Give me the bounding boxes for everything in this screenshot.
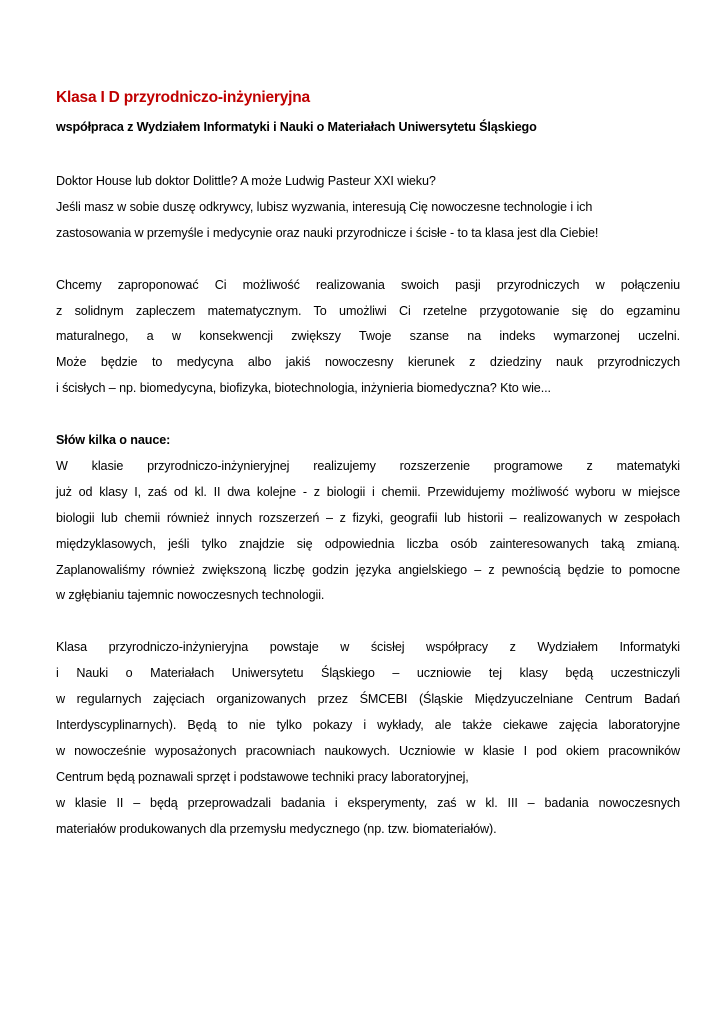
cooperation-paragraph [56, 635, 680, 842]
intro-line: Jeśli masz w sobie duszę odkrywcy, lubisz wyzwania, interesują Cię nowoczesne technologie i ich [56, 199, 593, 214]
cooperation-line: materiałów produkowanych dla przemysłu medycznego (np. tzw. biomateriałów). [56, 821, 497, 836]
proposal-line: Chcemy zaproponować Ci możliwość realizowania swoich pasji przyrodniczych w połączeniu [56, 277, 680, 292]
proposal-line: i ścisłych – np. biomedycyna, biofizyka, biotechnologia, inżynieria biomedyczna? Kto wie... [56, 381, 551, 396]
cooperation-line: w klasie II – będą przeprowadzali badania i eksperymenty, zaś w kl. III – badania nowoczesnych [56, 795, 680, 810]
document-subtitle: współpraca z Wydziałem Informatyki i Nauki o Materiałach Uniwersytetu Śląskiego [56, 120, 537, 134]
intro-line: Doktor House lub doktor Dolittle? A może Ludwig Pasteur XXI wieku? [56, 174, 436, 188]
science-line: W klasie przyrodniczo-inżynieryjnej realizujemy rozszerzenie programowe z matematyki [56, 458, 680, 473]
proposal-line: maturalnego, a w konsekwencji zwiększy Twoje szanse na indeks wymarzonej uczelni. [56, 329, 680, 344]
intro-line: zastosowania w przemyśle i medycynie oraz nauki przyrodnicze i ścisłe - to ta klasa jest dla Ciebie! [56, 225, 599, 240]
cooperation-line: w nowocześnie wyposażonych pracowniach naukowych. Uczniowie w klasie I pod okiem pracowników [56, 743, 680, 758]
science-line: międzyklasowych, jeśli tylko znajdzie się odpowiednia liczba osób zainteresowanych taką zmianą. [56, 536, 680, 551]
cooperation-line: w regularnych zajęciach organizowanych przez ŚMCEBI (Śląskie Międzyuczelniane Centrum Badań [56, 692, 680, 707]
science-line: biologii lub chemii również innych rozszerzeń – z fizyki, geografii lub historii – realizowanych w zespołach [56, 510, 680, 525]
proposal-line: z solidnym zapleczem matematycznym. To umożliwi Ci rzetelne przygotowanie się do egzaminu [56, 303, 680, 318]
cooperation-line: Klasa przyrodniczo-inżynieryjna powstaje w ścisłej współpracy z Wydziałem Informatyki [56, 640, 680, 655]
document-page [56, 88, 680, 843]
science-section [56, 428, 680, 609]
proposal-paragraph [56, 273, 680, 403]
science-line: już od klasy I, zaś od kl. II dwa kolejne - z biologii i chemii. Przewidujemy możliwość wyboru w miejsce [56, 484, 680, 499]
document-title: Klasa I D przyrodniczo-inżynieryjna [56, 89, 310, 106]
science-line: w zgłębianiu tajemnic nowoczesnych technologii. [56, 588, 325, 603]
proposal-line: Może będzie to medycyna albo jakiś nowoczesny kierunek z dziedziny nauk przyrodniczych [56, 355, 680, 370]
science-heading: Słów kilka o nauce: [56, 433, 171, 448]
cooperation-line: Centrum będą poznawali sprzęt i podstawowe techniki pracy laboratoryjnej, [56, 769, 469, 784]
cooperation-line: Interdyscyplinarnych). Będą to nie tylko pokazy i wykłady, ale także ciekawe zajęcia laboratoryjne [56, 717, 680, 732]
intro-paragraph [56, 169, 680, 247]
science-line: Zaplanowaliśmy również zwiększoną liczbę godzin języka angielskiego – z pewnością będzie to pomocne [56, 562, 680, 577]
cooperation-line: i Nauki o Materiałach Uniwersytetu Śląskiego – uczniowie tej klasy będą uczestniczyli [56, 666, 680, 681]
